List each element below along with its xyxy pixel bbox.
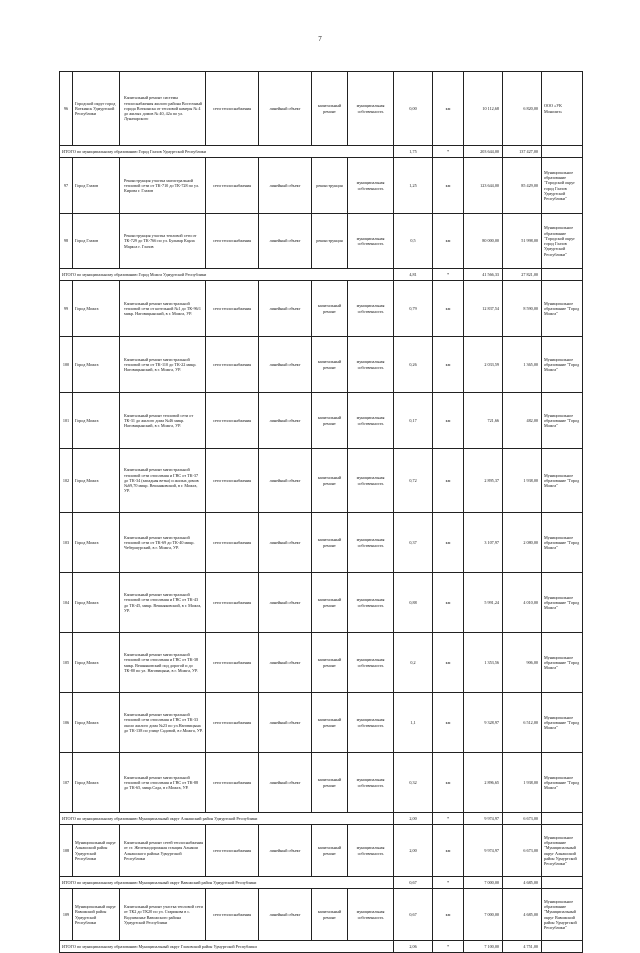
object-type-cell: линейный объект (259, 449, 312, 513)
description-cell: Капитальный ремонт системы теплоснабжения жилого района Восточный города Воткинска от тепловой камеры № 4 до жилых домов № 40, 42а по ул. Луначарского (120, 72, 206, 146)
total-length: 2,00 (394, 813, 433, 825)
length-cell: 0,79 (394, 281, 433, 337)
organization-cell: Муниципальное образование "Город Можга" (542, 281, 583, 337)
unit-cell: км (433, 513, 464, 573)
fund-cell: 482,00 (503, 393, 542, 449)
organization-cell: ООО «УК Монолит» (542, 72, 583, 146)
fund-cell: 8 590,00 (503, 281, 542, 337)
row-number: 104 (60, 573, 73, 633)
organization-cell: Муниципальное образование "Муниципальный округ Вавожский район Удмуртской Республики" (542, 889, 583, 941)
object-type-cell: линейный объект (259, 72, 312, 146)
description-cell: Реконструкция участка магистральной тепловой сети от ТК-710 до ТК-728 по ул. Кирова г. Глазов (120, 158, 206, 214)
total-unit: * (433, 146, 464, 158)
total-cost: 9 974,97 (464, 813, 503, 825)
fund-cell: 1 365,00 (503, 337, 542, 393)
row-number: 96 (60, 72, 73, 146)
unit-cell: км (433, 889, 464, 941)
organization-cell: Муниципальное образование "Городской округ город Глазов Удмуртской Республики" (542, 214, 583, 269)
cost-cell: 2 895,37 (464, 449, 503, 513)
object-type-cell: линейный объект (259, 633, 312, 693)
organization-cell: Муниципальное образование "Город Можга" (542, 693, 583, 753)
unit-cell: км (433, 214, 464, 269)
cost-cell: 9 974,97 (464, 825, 503, 877)
unit-cell: км (433, 449, 464, 513)
row-number: 107 (60, 753, 73, 813)
table-row (60, 281, 583, 337)
row-number: 99 (60, 281, 73, 337)
description-cell: Капитальный ремонт тепловой сети от ТК-31 до жилого дома №46 микр. Наговицынский, в г. Можга, УР. (120, 393, 206, 449)
description-cell: Капитальный ремонт магистральной тепловой сети от ТК-110 до ТК-22 микр. Наговицынский, в г. Можга, УР. (120, 337, 206, 393)
system-cell: сети теплоснабжения (206, 214, 259, 269)
unit-cell: км (433, 573, 464, 633)
total-row (60, 146, 583, 158)
total-unit: * (433, 941, 464, 953)
row-number: 100 (60, 337, 73, 393)
total-label: ИТОГО по муниципальному образованию Город Можга Удмуртской Республики (60, 269, 394, 281)
system-cell: сети теплоснабжения (206, 449, 259, 513)
object-type-cell: линейный объект (259, 513, 312, 573)
location-cell: Город Можга (73, 449, 120, 513)
ownership-cell: муниципальная собственность (348, 573, 394, 633)
length-cell: 0,67 (394, 889, 433, 941)
ownership-cell: муниципальная собственность (348, 158, 394, 214)
object-type-cell: линейный объект (259, 825, 312, 877)
unit-cell: км (433, 337, 464, 393)
total-fund: 4 751,00 (503, 941, 542, 953)
object-type-cell: линейный объект (259, 337, 312, 393)
length-cell: 0,5 (394, 214, 433, 269)
system-cell: сети теплоснабжения (206, 158, 259, 214)
length-cell: 0,2 (394, 633, 433, 693)
location-cell: Город Можга (73, 513, 120, 573)
length-cell: 0,37 (394, 513, 433, 573)
ownership-cell: муниципальная собственность (348, 449, 394, 513)
unit-cell: км (433, 693, 464, 753)
total-empty (542, 813, 583, 825)
unit-cell: км (433, 281, 464, 337)
cost-cell: 10 112,68 (464, 72, 503, 146)
length-cell: 0,88 (394, 573, 433, 633)
description-cell: Капитальный ремонт магистральной тепловой сети от ТК-69 до ТК-40 микр. Чебершурский, в г. Можга, УР. (120, 513, 206, 573)
total-length: 2,06 (394, 941, 433, 953)
description-cell: Капитальный ремонт сетей теплоснабжения от ст. Железнодорожная станция Алнаши Алнашского района Удмуртской Республики (120, 825, 206, 877)
description-cell: Капитальный ремонт магистральной тепловой сети отопления и ГВС от ТК-33 около жилого дома №23 по ул.Наговицына до ТК-138 по улице Садовой, в г.Можга, УР. (120, 693, 206, 753)
unit-cell: км (433, 753, 464, 813)
total-length: 4,81 (394, 269, 433, 281)
description-cell: Реконструкция участка тепловой сети от ТК-729 до ТК-766 по ул. Бульвар Карла Маркса г. Глазов (120, 214, 206, 269)
location-cell: Город Можга (73, 753, 120, 813)
table-row (60, 825, 583, 877)
description-cell: Капитальный ремонт магистральной тепловой сети отопления и ГВС от ТК-88 до ТК-65, микр.Сада, в г.Можга, УР. (120, 753, 206, 813)
object-type-cell: линейный объект (259, 281, 312, 337)
description-cell: Капитальный ремонт магистральной тепловой сети отопления и ГВС от ТК-38 микр. Вешняковский под дорогой и до ТК-80 по ул. Наговицына, в г. Можга, УР. (120, 633, 206, 693)
work-type-cell: реконструкция (312, 214, 348, 269)
total-length: 0,67 (394, 877, 433, 889)
total-unit: * (433, 269, 464, 281)
unit-cell: км (433, 825, 464, 877)
total-unit: * (433, 877, 464, 889)
ownership-cell: муниципальная собственность (348, 753, 394, 813)
object-type-cell: линейный объект (259, 693, 312, 753)
table-row (60, 573, 583, 633)
object-type-cell: линейный объект (259, 214, 312, 269)
total-row (60, 813, 583, 825)
object-type-cell: линейный объект (259, 158, 312, 214)
location-cell: Город Можга (73, 337, 120, 393)
work-type-cell: капитальный ремонт (312, 573, 348, 633)
table-row (60, 889, 583, 941)
fund-cell: 6 512,00 (503, 693, 542, 753)
ownership-cell: муниципальная собственность (348, 393, 394, 449)
table-row (60, 72, 583, 146)
cost-cell: 123 644,00 (464, 158, 503, 214)
length-cell: 0,26 (394, 337, 433, 393)
total-row (60, 877, 583, 889)
location-cell: Город Можга (73, 281, 120, 337)
organization-cell: Муниципальное образование "Город Можга" (542, 633, 583, 693)
row-number: 97 (60, 158, 73, 214)
fund-cell: 4 685,00 (503, 889, 542, 941)
organization-cell: Муниципальное образование "Город Можга" (542, 753, 583, 813)
length-cell: 0,32 (394, 753, 433, 813)
description-cell: Капитальный ремонт магистральной тепловой сети от котельной №1 до ТК-96/1 микр. Наговицынский, в г. Можга, УР. (120, 281, 206, 337)
organization-cell: Муниципальное образование "Город Можга" (542, 513, 583, 573)
row-number: 108 (60, 825, 73, 877)
page-number: 7 (318, 35, 322, 43)
organization-cell: Муниципальное образование "Город Можга" (542, 393, 583, 449)
cost-cell: 5 991,24 (464, 573, 503, 633)
total-row (60, 269, 583, 281)
location-cell: Муниципальный округ Вавожский район Удмуртской Республики (73, 889, 120, 941)
table-body (60, 72, 583, 953)
work-type-cell: капитальный ремонт (312, 72, 348, 146)
work-type-cell: капитальный ремонт (312, 753, 348, 813)
cost-cell: 2 033,59 (464, 337, 503, 393)
total-unit: * (433, 813, 464, 825)
ownership-cell: муниципальная собственность (348, 825, 394, 877)
fund-cell: 51 998,00 (503, 214, 542, 269)
total-cost: 203 644,00 (464, 146, 503, 158)
row-number: 98 (60, 214, 73, 269)
object-type-cell: линейный объект (259, 889, 312, 941)
row-number: 101 (60, 393, 73, 449)
description-cell: Капитальный ремонт участка тепловой сети от ТК2 до ТК20 по ул. Старикова в с. Водзимонье Вавожского района Удмуртской Республики (120, 889, 206, 941)
work-type-cell: капитальный ремонт (312, 513, 348, 573)
ownership-cell: муниципальная собственность (348, 513, 394, 573)
work-type-cell: капитальный ремонт (312, 393, 348, 449)
total-fund: 27 821,00 (503, 269, 542, 281)
fund-cell: 6 820,00 (503, 72, 542, 146)
work-type-cell: капитальный ремонт (312, 281, 348, 337)
fund-cell: 85 429,00 (503, 158, 542, 214)
total-label: ИТОГО по муниципальному образованию Муниципальный округ Алнашский район Удмуртской Республики (60, 813, 394, 825)
ownership-cell: муниципальная собственность (348, 72, 394, 146)
ownership-cell: муниципальная собственность (348, 633, 394, 693)
table-row (60, 633, 583, 693)
system-cell: сети теплоснабжения (206, 693, 259, 753)
total-label: ИТОГО по муниципальному образованию Муниципальный округ Вавожский район Удмуртской Республики (60, 877, 394, 889)
length-cell: 2,00 (394, 825, 433, 877)
ownership-cell: муниципальная собственность (348, 214, 394, 269)
work-type-cell: капитальный ремонт (312, 825, 348, 877)
total-label: ИТОГО по муниципальному образованию Муниципальный округ Глазовский район Удмуртской Республики (60, 941, 394, 953)
system-cell: сети теплоснабжения (206, 889, 259, 941)
system-cell: сети теплоснабжения (206, 72, 259, 146)
total-empty (542, 146, 583, 158)
table-row (60, 753, 583, 813)
fund-cell: 906,00 (503, 633, 542, 693)
row-number: 102 (60, 449, 73, 513)
work-type-cell: капитальный ремонт (312, 889, 348, 941)
object-type-cell: линейный объект (259, 753, 312, 813)
total-empty (542, 269, 583, 281)
total-label: ИТОГО по муниципальному образованию Город Глазов Удмуртской Республики (60, 146, 394, 158)
ownership-cell: муниципальная собственность (348, 693, 394, 753)
unit-cell: км (433, 633, 464, 693)
work-type-cell: капитальный ремонт (312, 633, 348, 693)
row-number: 103 (60, 513, 73, 573)
organization-cell: Муниципальное образование "Город Можга" (542, 449, 583, 513)
location-cell: Город Глазов (73, 214, 120, 269)
fund-cell: 1 938,00 (503, 449, 542, 513)
location-cell: Город Глазов (73, 158, 120, 214)
system-cell: сети теплоснабжения (206, 393, 259, 449)
fund-cell: 1 938,00 (503, 753, 542, 813)
total-empty (542, 941, 583, 953)
work-type-cell: капитальный ремонт (312, 693, 348, 753)
organization-cell: Муниципальное образование "Городской округ город Глазов Удмуртской Республики" (542, 158, 583, 214)
description-cell: Капитальный ремонт магистральной тепловой сети отопления и ГВС от ТК-37 до ТК-34 (западная ветка) и жилых домов №69,70 микр. Вешняковский, в г. Можга, УР. (120, 449, 206, 513)
total-cost: 41 566,33 (464, 269, 503, 281)
system-cell: сети теплоснабжения (206, 573, 259, 633)
location-cell: Городской округ город Воткинск Удмуртской Республики (73, 72, 120, 146)
table-row (60, 449, 583, 513)
table-row (60, 158, 583, 214)
total-length: 1,75 (394, 146, 433, 158)
total-fund: 4 685,00 (503, 877, 542, 889)
total-fund: 6 673,00 (503, 813, 542, 825)
cost-cell: 12 837,54 (464, 281, 503, 337)
system-cell: сети теплоснабжения (206, 753, 259, 813)
row-number: 105 (60, 633, 73, 693)
location-cell: Город Можга (73, 573, 120, 633)
table-row (60, 214, 583, 269)
system-cell: сети теплоснабжения (206, 633, 259, 693)
ownership-cell: муниципальная собственность (348, 889, 394, 941)
table-row (60, 393, 583, 449)
row-number: 106 (60, 693, 73, 753)
cost-cell: 721,66 (464, 393, 503, 449)
system-cell: сети теплоснабжения (206, 825, 259, 877)
table-row (60, 693, 583, 753)
cost-cell: 80 000,00 (464, 214, 503, 269)
length-cell: 0,00 (394, 72, 433, 146)
cost-cell: 3 107,97 (464, 513, 503, 573)
location-cell: Муниципальный округ Алнашский район Удмуртской Республики (73, 825, 120, 877)
row-number: 109 (60, 889, 73, 941)
location-cell: Город Можга (73, 633, 120, 693)
object-type-cell: линейный объект (259, 393, 312, 449)
length-cell: 0,72 (394, 449, 433, 513)
length-cell: 1,1 (394, 693, 433, 753)
length-cell: 0,17 (394, 393, 433, 449)
system-cell: сети теплоснабжения (206, 513, 259, 573)
ownership-cell: муниципальная собственность (348, 337, 394, 393)
object-type-cell: линейный объект (259, 573, 312, 633)
work-type-cell: капитальный ремонт (312, 337, 348, 393)
system-cell: сети теплоснабжения (206, 281, 259, 337)
cost-cell: 2 896,65 (464, 753, 503, 813)
total-row (60, 941, 583, 953)
unit-cell: км (433, 158, 464, 214)
cost-cell: 9 328,97 (464, 693, 503, 753)
cost-cell: 7 000,00 (464, 889, 503, 941)
cost-cell: 1 353,56 (464, 633, 503, 693)
total-empty (542, 877, 583, 889)
length-cell: 1,25 (394, 158, 433, 214)
fund-cell: 2 080,00 (503, 513, 542, 573)
ownership-cell: муниципальная собственность (348, 281, 394, 337)
fund-cell: 6 673,00 (503, 825, 542, 877)
fund-cell: 4 010,00 (503, 573, 542, 633)
organization-cell: Муниципальное образование "Город Можга" (542, 573, 583, 633)
total-cost: 7 000,00 (464, 877, 503, 889)
table-row (60, 513, 583, 573)
total-cost: 7 100,00 (464, 941, 503, 953)
unit-cell: км (433, 72, 464, 146)
unit-cell: км (433, 393, 464, 449)
register-table (59, 71, 583, 953)
organization-cell: Муниципальное образование "Город Можга" (542, 337, 583, 393)
work-type-cell: капитальный ремонт (312, 449, 348, 513)
location-cell: Город Можга (73, 393, 120, 449)
description-cell: Капитальный ремонт магистральной тепловой сети отопления и ГВС от ТК-43 до ТК-45, микр. Вешняковский, в г. Можга, УР. (120, 573, 206, 633)
work-type-cell: реконструкция (312, 158, 348, 214)
table-row (60, 337, 583, 393)
location-cell: Город Можга (73, 693, 120, 753)
total-fund: 137 427,00 (503, 146, 542, 158)
system-cell: сети теплоснабжения (206, 337, 259, 393)
organization-cell: Муниципальное образование "Муниципальный округ Алнашский район Удмуртской Республики" (542, 825, 583, 877)
